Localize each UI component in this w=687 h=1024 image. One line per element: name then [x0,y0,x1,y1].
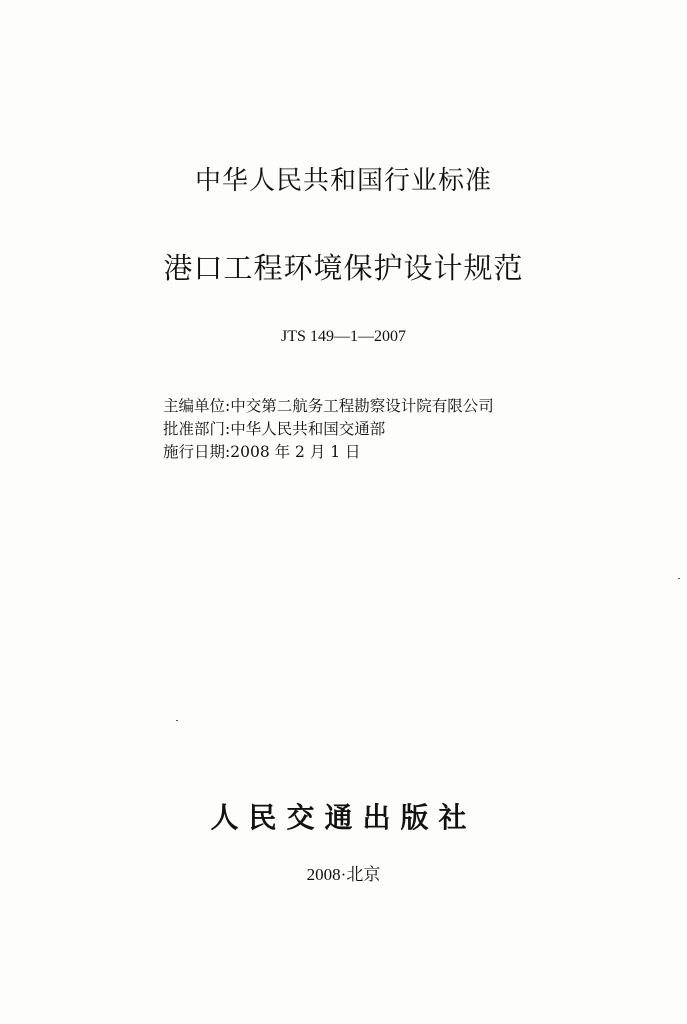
colon: : [225,443,231,461]
approver-label: 批准部门 [163,420,226,438]
standard-code: JTS 149—1—2007 [281,328,406,345]
document-title: 港口工程环境保护设计规范 [163,251,524,285]
editor-row [163,395,494,418]
document-meta [163,395,494,464]
approver-value: 中华人民共和国交通部 [230,420,386,438]
effective-label: 施行日期 [163,443,226,461]
editor-label: 主编单位 [163,397,226,415]
scan-artifact [176,720,178,721]
publisher-name: 人民交通出版社 [210,801,477,834]
effective-date-row [163,441,494,464]
publication-date-place: 2008·北京 [306,865,381,884]
standard-category: 中华人民共和国行业标准 [194,166,492,196]
colon: : [225,420,231,438]
editor-value: 中交第二航务工程勘察设计院有限公司 [230,397,494,415]
approver-row [163,418,494,441]
colon: : [225,397,231,415]
scan-artifact [678,578,680,579]
effective-value: 2008 年 2 月 1 日 [230,443,361,461]
